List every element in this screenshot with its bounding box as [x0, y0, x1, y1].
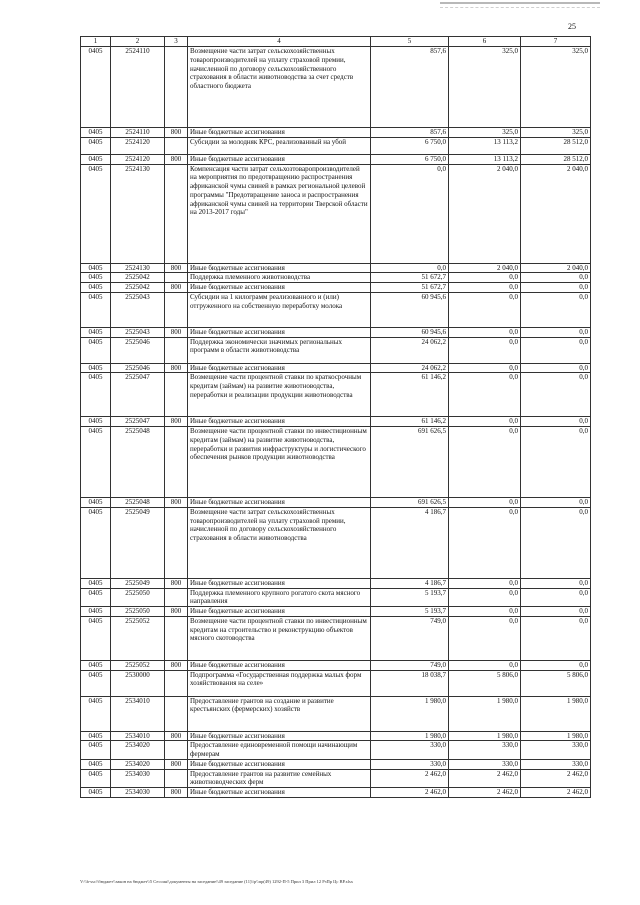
cell-expense-type: 800	[165, 128, 188, 138]
table-row	[81, 607, 591, 617]
cell-amount-col7: 0,0	[521, 588, 591, 607]
cell-amount-col7: 0,0	[521, 337, 591, 363]
cell-name: Иные бюджетные ассигнования	[188, 578, 371, 588]
table-row	[81, 128, 591, 138]
cell-name: Иные бюджетные ассигнования	[188, 607, 371, 617]
cell-amount-col7: 330,0	[521, 741, 591, 760]
cell-expense-type	[165, 137, 188, 154]
cell-target-code: 2530000	[111, 670, 165, 696]
table-row	[81, 327, 591, 337]
cell-expense-type: 800	[165, 417, 188, 427]
cell-target-code: 2525048	[111, 427, 165, 498]
cell-amount-col7: 1 980,0	[521, 731, 591, 741]
cell-expense-type: 800	[165, 731, 188, 741]
cell-section-code: 0405	[81, 373, 111, 417]
scan-artifact-marks	[440, 2, 600, 8]
table-row	[81, 427, 591, 498]
cell-amount-col5: 749,0	[371, 616, 449, 660]
file-path-footer: V:\\b-ssc\\бюджет\\закон на бюджет\\5 Сессия\\документы на заседание\\49 заседание (11)\\р\\пр(49) 1292-П-5 Прил 3 Прил 12 РзПр Цс ВР.xlsx	[80, 879, 354, 884]
cell-amount-col6: 0,0	[449, 616, 521, 660]
cell-amount-col6: 2 040,0	[449, 263, 521, 273]
cell-amount-col5: 4 186,7	[371, 578, 449, 588]
cell-amount-col7: 0,0	[521, 373, 591, 417]
table-row	[81, 616, 591, 660]
cell-expense-type	[165, 273, 188, 283]
cell-amount-col6: 325,0	[449, 128, 521, 138]
cell-target-code: 2525048	[111, 498, 165, 508]
cell-expense-type	[165, 47, 188, 128]
cell-expense-type	[165, 616, 188, 660]
cell-amount-col7: 325,0	[521, 47, 591, 128]
cell-amount-col7: 0,0	[521, 427, 591, 498]
cell-section-code: 0405	[81, 292, 111, 327]
cell-target-code: 2525046	[111, 363, 165, 373]
cell-amount-col6: 5 806,0	[449, 670, 521, 696]
cell-amount-col6: 0,0	[449, 363, 521, 373]
cell-expense-type: 800	[165, 283, 188, 293]
cell-section-code: 0405	[81, 507, 111, 578]
cell-name: Иные бюджетные ассигнования	[188, 417, 371, 427]
cell-amount-col7: 0,0	[521, 327, 591, 337]
cell-name: Возмещение части процентной ставки по инвестиционным кредитам на строительство и реконструкцию объектов мясного скотоводства	[188, 616, 371, 660]
cell-amount-col6: 13 113,2	[449, 154, 521, 164]
cell-amount-col6: 0,0	[449, 273, 521, 283]
table-row	[81, 164, 591, 263]
cell-expense-type	[165, 696, 188, 731]
cell-amount-col6: 0,0	[449, 327, 521, 337]
cell-expense-type: 800	[165, 327, 188, 337]
cell-amount-col6: 330,0	[449, 759, 521, 769]
cell-section-code: 0405	[81, 731, 111, 741]
cell-section-code: 0405	[81, 283, 111, 293]
table-row	[81, 741, 591, 760]
cell-amount-col6: 0,0	[449, 507, 521, 578]
cell-target-code: 2525049	[111, 578, 165, 588]
cell-amount-col6: 0,0	[449, 578, 521, 588]
cell-amount-col7: 0,0	[521, 283, 591, 293]
cell-name: Возмещение части затрат сельскохозяйственных товаропроизводителей на уплату страховой премии, начисленной по договору сельскохозяйственного страхования в области животноводства за счет средств областного бюджета	[188, 47, 371, 128]
table-row	[81, 373, 591, 417]
cell-expense-type: 800	[165, 263, 188, 273]
table-row	[81, 292, 591, 327]
cell-section-code: 0405	[81, 607, 111, 617]
table-row	[81, 759, 591, 769]
cell-section-code: 0405	[81, 337, 111, 363]
table-row	[81, 788, 591, 798]
cell-section-code: 0405	[81, 417, 111, 427]
cell-amount-col7: 2 462,0	[521, 788, 591, 798]
cell-expense-type: 800	[165, 363, 188, 373]
cell-target-code: 2524120	[111, 137, 165, 154]
cell-section-code: 0405	[81, 616, 111, 660]
cell-amount-col7: 0,0	[521, 660, 591, 670]
cell-target-code: 2525042	[111, 283, 165, 293]
cell-expense-type: 800	[165, 154, 188, 164]
table-row	[81, 137, 591, 154]
cell-amount-col7: 2 462,0	[521, 769, 591, 788]
cell-section-code: 0405	[81, 327, 111, 337]
cell-section-code: 0405	[81, 660, 111, 670]
cell-amount-col5: 6 750,0	[371, 154, 449, 164]
cell-section-code: 0405	[81, 670, 111, 696]
cell-target-code: 2534010	[111, 731, 165, 741]
cell-amount-col7: 5 806,0	[521, 670, 591, 696]
cell-amount-col5: 51 672,7	[371, 283, 449, 293]
cell-target-code: 2524130	[111, 263, 165, 273]
cell-amount-col5: 61 146,2	[371, 417, 449, 427]
cell-section-code: 0405	[81, 696, 111, 731]
cell-target-code: 2534030	[111, 788, 165, 798]
cell-amount-col5: 691 626,5	[371, 498, 449, 508]
cell-section-code: 0405	[81, 578, 111, 588]
cell-amount-col6: 1 980,0	[449, 696, 521, 731]
cell-amount-col5: 2 462,0	[371, 769, 449, 788]
cell-name: Иные бюджетные ассигнования	[188, 283, 371, 293]
cell-amount-col5: 857,6	[371, 47, 449, 128]
cell-name: Предоставление грантов на развитие семейных животноводческих ферм	[188, 769, 371, 788]
cell-target-code: 2534030	[111, 769, 165, 788]
cell-amount-col6: 0,0	[449, 292, 521, 327]
cell-expense-type	[165, 427, 188, 498]
cell-target-code: 2525043	[111, 292, 165, 327]
cell-target-code: 2525043	[111, 327, 165, 337]
cell-section-code: 0405	[81, 47, 111, 128]
cell-name: Компенсация части затрат сельхозтоваропроизводителей на мероприятия по предотвращению распространения африканской чумы свиней в рамках региональной целевой программы "Предотвращение заноса и распространения африканской чумы свиней на территории Тверской области на 2013-2017 годы"	[188, 164, 371, 263]
cell-amount-col5: 330,0	[371, 741, 449, 760]
cell-amount-col5: 0,0	[371, 263, 449, 273]
cell-expense-type	[165, 769, 188, 788]
cell-amount-col5: 18 038,7	[371, 670, 449, 696]
cell-amount-col7: 2 040,0	[521, 263, 591, 273]
cell-name: Поддержка племенного крупного рогатого скота мясного направления	[188, 588, 371, 607]
cell-amount-col5: 60 945,6	[371, 292, 449, 327]
cell-amount-col6: 0,0	[449, 660, 521, 670]
cell-amount-col6: 0,0	[449, 498, 521, 508]
cell-section-code: 0405	[81, 273, 111, 283]
cell-section-code: 0405	[81, 588, 111, 607]
cell-name: Иные бюджетные ассигнования	[188, 154, 371, 164]
table-row	[81, 498, 591, 508]
cell-amount-col5: 1 980,0	[371, 696, 449, 731]
cell-amount-col5: 24 062,2	[371, 363, 449, 373]
cell-target-code: 2525052	[111, 660, 165, 670]
cell-target-code: 2524130	[111, 164, 165, 263]
cell-amount-col6: 0,0	[449, 283, 521, 293]
cell-amount-col6: 2 462,0	[449, 788, 521, 798]
cell-amount-col6: 330,0	[449, 741, 521, 760]
table-body	[81, 47, 591, 798]
cell-expense-type: 800	[165, 788, 188, 798]
cell-amount-col7: 0,0	[521, 498, 591, 508]
cell-amount-col7: 0,0	[521, 292, 591, 327]
cell-target-code: 2534010	[111, 696, 165, 731]
cell-amount-col7: 0,0	[521, 507, 591, 578]
cell-amount-col5: 61 146,2	[371, 373, 449, 417]
cell-expense-type	[165, 292, 188, 327]
column-header-1: 1	[81, 37, 111, 47]
cell-amount-col6: 0,0	[449, 427, 521, 498]
cell-amount-col6: 13 113,2	[449, 137, 521, 154]
cell-target-code: 2525046	[111, 337, 165, 363]
table-row	[81, 273, 591, 283]
cell-name: Возмещение части процентной ставки по инвестиционным кредитам (займам) на развитие животноводства, переработки и развития инфраструктуры и логистического обеспечения рынков продукции животноводства	[188, 427, 371, 498]
column-header-3: 3	[165, 37, 188, 47]
budget-table	[80, 36, 591, 798]
cell-expense-type: 800	[165, 578, 188, 588]
cell-section-code: 0405	[81, 498, 111, 508]
cell-name: Иные бюджетные ассигнования	[188, 327, 371, 337]
table-row	[81, 337, 591, 363]
cell-amount-col7: 0,0	[521, 578, 591, 588]
column-header-2: 2	[111, 37, 165, 47]
cell-amount-col6: 2 462,0	[449, 769, 521, 788]
cell-section-code: 0405	[81, 164, 111, 263]
cell-expense-type	[165, 337, 188, 363]
cell-expense-type	[165, 507, 188, 578]
cell-name: Иные бюджетные ассигнования	[188, 788, 371, 798]
cell-target-code: 2525052	[111, 616, 165, 660]
cell-expense-type: 800	[165, 607, 188, 617]
cell-expense-type: 800	[165, 660, 188, 670]
cell-amount-col6: 0,0	[449, 607, 521, 617]
cell-target-code: 2524110	[111, 128, 165, 138]
cell-section-code: 0405	[81, 154, 111, 164]
cell-amount-col6: 0,0	[449, 373, 521, 417]
page-number: 25	[568, 22, 576, 31]
cell-name: Подпрограмма «Государственная поддержка малых форм хозяйствования на селе»	[188, 670, 371, 696]
cell-target-code: 2525047	[111, 373, 165, 417]
cell-amount-col7: 1 980,0	[521, 696, 591, 731]
cell-target-code: 2525047	[111, 417, 165, 427]
cell-amount-col5: 330,0	[371, 759, 449, 769]
cell-amount-col5: 60 945,6	[371, 327, 449, 337]
cell-amount-col5: 691 626,5	[371, 427, 449, 498]
table-row	[81, 660, 591, 670]
cell-amount-col7: 330,0	[521, 759, 591, 769]
table-row	[81, 769, 591, 788]
cell-target-code: 2534020	[111, 759, 165, 769]
cell-name: Поддержка экономически значимых региональных программ в области животноводства	[188, 337, 371, 363]
table-row	[81, 507, 591, 578]
cell-expense-type	[165, 588, 188, 607]
cell-name: Иные бюджетные ассигнования	[188, 731, 371, 741]
cell-target-code: 2525042	[111, 273, 165, 283]
cell-target-code: 2534020	[111, 741, 165, 760]
cell-name: Субсидии за молодняк КРС, реализованный на убой	[188, 137, 371, 154]
cell-amount-col7: 325,0	[521, 128, 591, 138]
cell-name: Поддержка племенного животноводства	[188, 273, 371, 283]
cell-name: Иные бюджетные ассигнования	[188, 660, 371, 670]
cell-amount-col5: 5 193,7	[371, 588, 449, 607]
cell-expense-type	[165, 373, 188, 417]
cell-name: Иные бюджетные ассигнования	[188, 498, 371, 508]
cell-target-code: 2525050	[111, 588, 165, 607]
cell-amount-col5: 857,6	[371, 128, 449, 138]
cell-name: Предоставление грантов на создание и развитие крестьянских (фермерских) хозяйств	[188, 696, 371, 731]
cell-amount-col7: 0,0	[521, 363, 591, 373]
cell-amount-col7: 28 512,0	[521, 137, 591, 154]
cell-amount-col6: 0,0	[449, 588, 521, 607]
cell-name: Возмещение части затрат сельскохозяйственных товаропроизводителей на уплату страховой премии, начисленной по договору сельскохозяйственного страхования в области животноводства	[188, 507, 371, 578]
cell-section-code: 0405	[81, 788, 111, 798]
cell-amount-col7: 2 040,0	[521, 164, 591, 263]
table-row	[81, 417, 591, 427]
cell-amount-col5: 1 980,0	[371, 731, 449, 741]
cell-section-code: 0405	[81, 759, 111, 769]
cell-expense-type	[165, 164, 188, 263]
cell-amount-col7: 0,0	[521, 607, 591, 617]
cell-expense-type: 800	[165, 498, 188, 508]
cell-target-code: 2524120	[111, 154, 165, 164]
cell-amount-col5: 5 193,7	[371, 607, 449, 617]
cell-amount-col5: 6 750,0	[371, 137, 449, 154]
table-row	[81, 731, 591, 741]
cell-amount-col7: 0,0	[521, 417, 591, 427]
cell-amount-col6: 0,0	[449, 417, 521, 427]
cell-section-code: 0405	[81, 363, 111, 373]
cell-amount-col6: 1 980,0	[449, 731, 521, 741]
cell-name: Иные бюджетные ассигнования	[188, 759, 371, 769]
cell-amount-col5: 0,0	[371, 164, 449, 263]
cell-amount-col5: 24 062,2	[371, 337, 449, 363]
table-row	[81, 578, 591, 588]
cell-amount-col5: 4 186,7	[371, 507, 449, 578]
cell-expense-type: 800	[165, 759, 188, 769]
cell-section-code: 0405	[81, 769, 111, 788]
cell-target-code: 2525049	[111, 507, 165, 578]
cell-section-code: 0405	[81, 427, 111, 498]
cell-target-code: 2524110	[111, 47, 165, 128]
cell-amount-col7: 0,0	[521, 273, 591, 283]
cell-amount-col5: 749,0	[371, 660, 449, 670]
cell-section-code: 0405	[81, 741, 111, 760]
cell-name: Иные бюджетные ассигнования	[188, 363, 371, 373]
table-row	[81, 154, 591, 164]
table-row	[81, 588, 591, 607]
cell-amount-col6: 0,0	[449, 337, 521, 363]
cell-amount-col6: 325,0	[449, 47, 521, 128]
table-row	[81, 283, 591, 293]
table-row	[81, 47, 591, 128]
column-header-6: 6	[449, 37, 521, 47]
table-row	[81, 696, 591, 731]
table-row	[81, 363, 591, 373]
cell-target-code: 2525050	[111, 607, 165, 617]
cell-section-code: 0405	[81, 137, 111, 154]
cell-name: Иные бюджетные ассигнования	[188, 128, 371, 138]
column-header-7: 7	[521, 37, 591, 47]
cell-amount-col7: 28 512,0	[521, 154, 591, 164]
cell-name: Возмещение части процентной ставки по краткосрочным кредитам (займам) на развитие животноводства, переработки и реализации продукции животноводства	[188, 373, 371, 417]
cell-amount-col5: 51 672,7	[371, 273, 449, 283]
cell-expense-type	[165, 741, 188, 760]
cell-name: Предоставление единовременной помощи начинающим фермерам	[188, 741, 371, 760]
cell-amount-col5: 2 462,0	[371, 788, 449, 798]
cell-section-code: 0405	[81, 263, 111, 273]
column-header-4: 4	[188, 37, 371, 47]
table-row	[81, 670, 591, 696]
cell-expense-type	[165, 670, 188, 696]
cell-name: Иные бюджетные ассигнования	[188, 263, 371, 273]
cell-amount-col7: 0,0	[521, 616, 591, 660]
cell-name: Субсидии на 1 килограмм реализованного и (или) отгруженного на собственную переработку молока	[188, 292, 371, 327]
cell-amount-col6: 2 040,0	[449, 164, 521, 263]
column-header-5: 5	[371, 37, 449, 47]
table-row	[81, 263, 591, 273]
table-header-row	[81, 37, 591, 47]
cell-section-code: 0405	[81, 128, 111, 138]
